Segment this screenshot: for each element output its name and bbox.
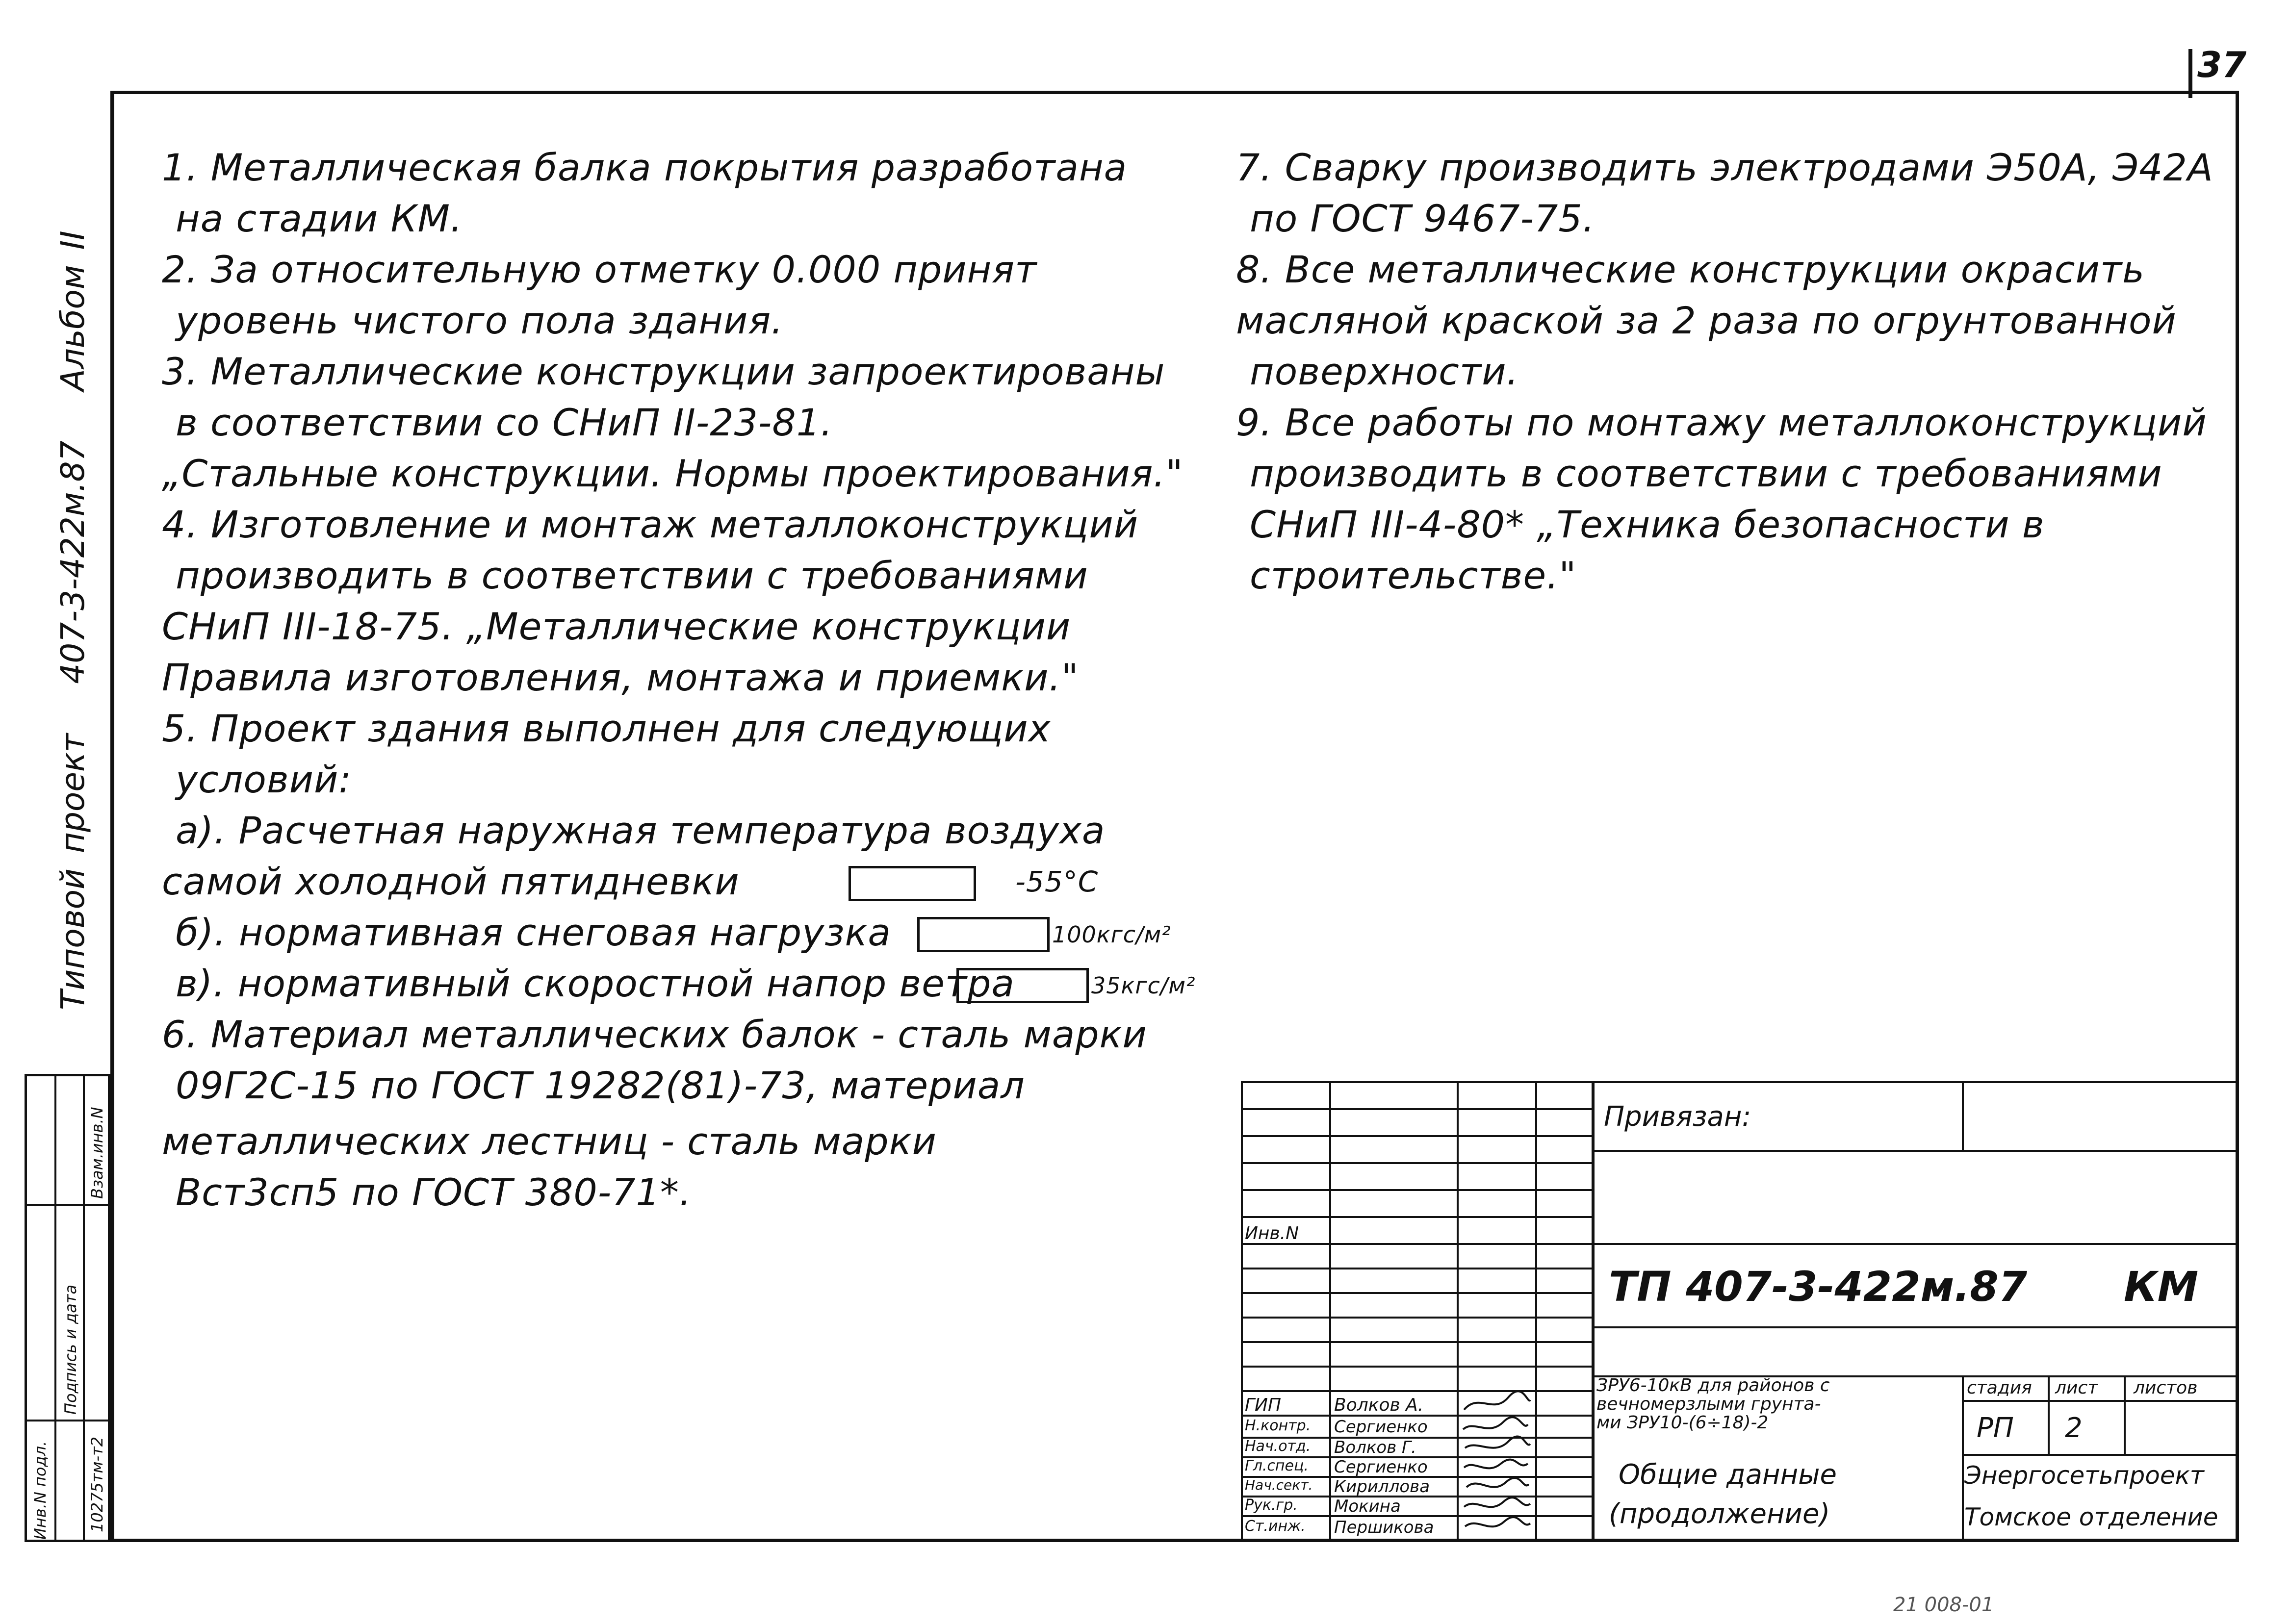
page-number: 37 [2197,44,2247,85]
tb-grid-line [1241,1366,1592,1368]
note-line: „Стальные конструкции. Нормы проектирования." [162,452,1184,495]
tb-grid-line [1241,1162,1592,1164]
approval-stamp [25,1074,110,1542]
condition-value: 100кгс/м² [1052,921,1171,948]
tb-person: Сергиенко [1334,1457,1428,1477]
signature-mark [1465,1517,1530,1526]
tb-grid-line [1592,1326,2239,1328]
note-line: 8. Все металлические конструкции окрасить [1236,248,2145,291]
condition-value: -55°С [1015,865,1099,898]
tb-grid-line [1962,1081,1964,1150]
condition-box [849,866,976,901]
tb-privyazan: Привязан: [1604,1101,1751,1133]
tb-organization: Энергосетьпроект [1964,1461,2204,1490]
stamp-replace-inv: Взам.инв.N [88,1107,106,1199]
note-line: уровень чистого пола здания. [176,299,784,342]
signature-mark [1464,1460,1528,1469]
note-line: 2. За относительную отметку 0.000 принят [162,248,1037,291]
tb-grid-line [2124,1375,2126,1454]
tb-grid-line [1241,1135,1592,1137]
note-line: а). Расчетная наружная температура воздуха [176,809,1106,852]
tb-grid-line [1962,1400,2239,1402]
signature-scribbles [1459,1390,1533,1537]
note-line: на стадии КМ. [176,197,463,240]
stamp-divider-1 [27,1204,108,1206]
notes-left-column [162,142,1216,1218]
tb-sheet-title: Общие данные [1619,1459,1837,1491]
signature-mark [1464,1391,1530,1410]
tb-object-line: ЗРУ6-10кВ для районов с [1596,1375,1830,1396]
tb-grid-line [1241,1390,1592,1392]
tb-inv-n: Инв.N [1245,1223,1299,1243]
stamp-inv-label: Инв.N подл. [31,1441,50,1540]
tb-grid-line [1592,1150,2239,1152]
condition-row-snow [162,907,1216,958]
tb-person: Кириллова [1334,1477,1430,1497]
notes-right-column [1236,142,2237,601]
tb-role: Рук.гр. [1245,1497,1298,1514]
side-label-album: Альбом II [54,230,92,391]
tb-role: Гл.спец. [1245,1457,1309,1474]
note-line: СНиП III-4-80* „Техника безопасности в [1250,503,2045,546]
signature-mark [1465,1437,1530,1448]
tb-role: ГИП [1245,1395,1282,1415]
tb-person: Мокина [1334,1497,1401,1516]
signature-mark [1463,1417,1528,1429]
condition-label: б). нормативная снеговая нагрузка [176,911,891,954]
note-line: 09Г2С-15 по ГОСТ 19282(81)-73, материал [176,1064,1025,1107]
tb-doc-mark: КМ [2124,1263,2199,1311]
condition-row-temperature [162,856,1216,907]
title-block [1241,1081,2239,1542]
footer-number: 21 008-01 [1893,1594,1994,1616]
note-line: условий: [176,758,352,801]
tb-grid-line [1962,1454,2239,1456]
note-line: производить в соответствии с требованиями [1250,452,2162,495]
tb-sheet: 2 [2065,1412,2083,1444]
tb-border-left [1241,1081,1243,1542]
note-line: 9. Все работы по монтажу металлоконструкций [1236,401,2207,444]
signature-mark [1464,1497,1530,1507]
note-line: 5. Проект здания выполнен для следующих [162,707,1051,750]
condition-label: самой холодной пятидневки [162,860,740,903]
side-label [54,230,92,1010]
tb-grid-line [1241,1341,1592,1343]
note-line: масляной краской за 2 раза по огрунтованной [1236,299,2177,342]
note-line: 7. Сварку производить электродами Э50А, Э42А [1236,146,2213,189]
condition-label: в). нормативный скоростной напор ветра [176,962,1015,1005]
tb-doc-code: ТП 407-3-422м.87 [1609,1263,2028,1311]
tb-role: Ст.инж. [1245,1518,1306,1535]
tb-object-line: вечномерзлыми грунта- [1596,1394,1821,1414]
tb-sheet-header: лист [2055,1378,2098,1398]
condition-box [917,917,1050,952]
note-line: по ГОСТ 9467-75. [1250,197,1595,240]
tb-grid-line [1241,1189,1592,1191]
condition-row-wind [162,958,1216,1009]
tb-grid-line [1592,1243,2239,1245]
side-label-code: 407-3-422м.87 [54,440,92,684]
tb-organization: Томское отделение [1964,1503,2218,1531]
note-line: 3. Металлические конструкции запроектированы [162,350,1165,393]
note-line: в соответствии со СНиП II-23-81. [176,401,833,444]
tb-stage-header: стадия [1967,1378,2032,1398]
tb-person: Волков Г. [1334,1438,1416,1457]
note-line: металлических лестниц - сталь марки [162,1119,937,1163]
note-line: 6. Материал металлических балок - сталь марки [162,1013,1147,1056]
tb-sheet-title: (продолжение) [1609,1498,1830,1530]
stamp-divider-2 [27,1420,108,1421]
tb-grid-line [1241,1515,1592,1517]
side-label-series: Типовой проект [54,733,92,1010]
note-line: строительстве." [1250,554,1577,597]
tb-grid-line [1241,1216,1592,1218]
tb-grid-line [1535,1081,1537,1542]
tb-person: Волков А. [1334,1395,1424,1415]
stamp-signature-date: Подпись и дата [61,1284,80,1415]
signature-mark [1467,1478,1529,1487]
note-line: производить в соответствии с требованиями [176,554,1088,597]
note-line: 4. Изготовление и монтаж металлоконструкций [162,503,1139,546]
tb-object-line: ми ЗРУ10-(6÷18)-2 [1596,1413,1769,1433]
tb-grid-line [1241,1108,1592,1110]
tb-grid-line [2048,1375,2050,1454]
tb-role: Нач.сект. [1245,1477,1313,1493]
stamp-inv-number: 10275тм-т2 [88,1436,106,1532]
note-line: СНиП III-18-75. „Металлические конструкции [162,605,1071,648]
tb-stage: РП [1977,1412,2014,1444]
tb-person: Першикова [1334,1518,1434,1537]
tb-grid-line [1329,1081,1331,1542]
tb-grid-line [1241,1292,1592,1294]
condition-box [956,968,1089,1003]
tb-sheets-header: листов [2134,1378,2198,1398]
note-line: Правила изготовления, монтажа и приемки." [162,656,1079,699]
condition-value: 35кгс/м² [1091,972,1196,999]
tb-border-top [1241,1081,2239,1083]
tb-role: Нач.отд. [1245,1438,1311,1455]
tb-grid-line [1457,1081,1459,1542]
note-line: Вст3сп5 по ГОСТ 380-71*. [176,1170,692,1214]
tb-grid-line [1241,1268,1592,1269]
tb-person: Сергиенко [1334,1417,1428,1437]
tb-grid-line [1241,1317,1592,1319]
note-line: 1. Металлическая балка покрытия разработана [162,146,1128,189]
note-line: поверхности. [1250,350,1519,393]
tb-role: Н.контр. [1245,1417,1311,1434]
